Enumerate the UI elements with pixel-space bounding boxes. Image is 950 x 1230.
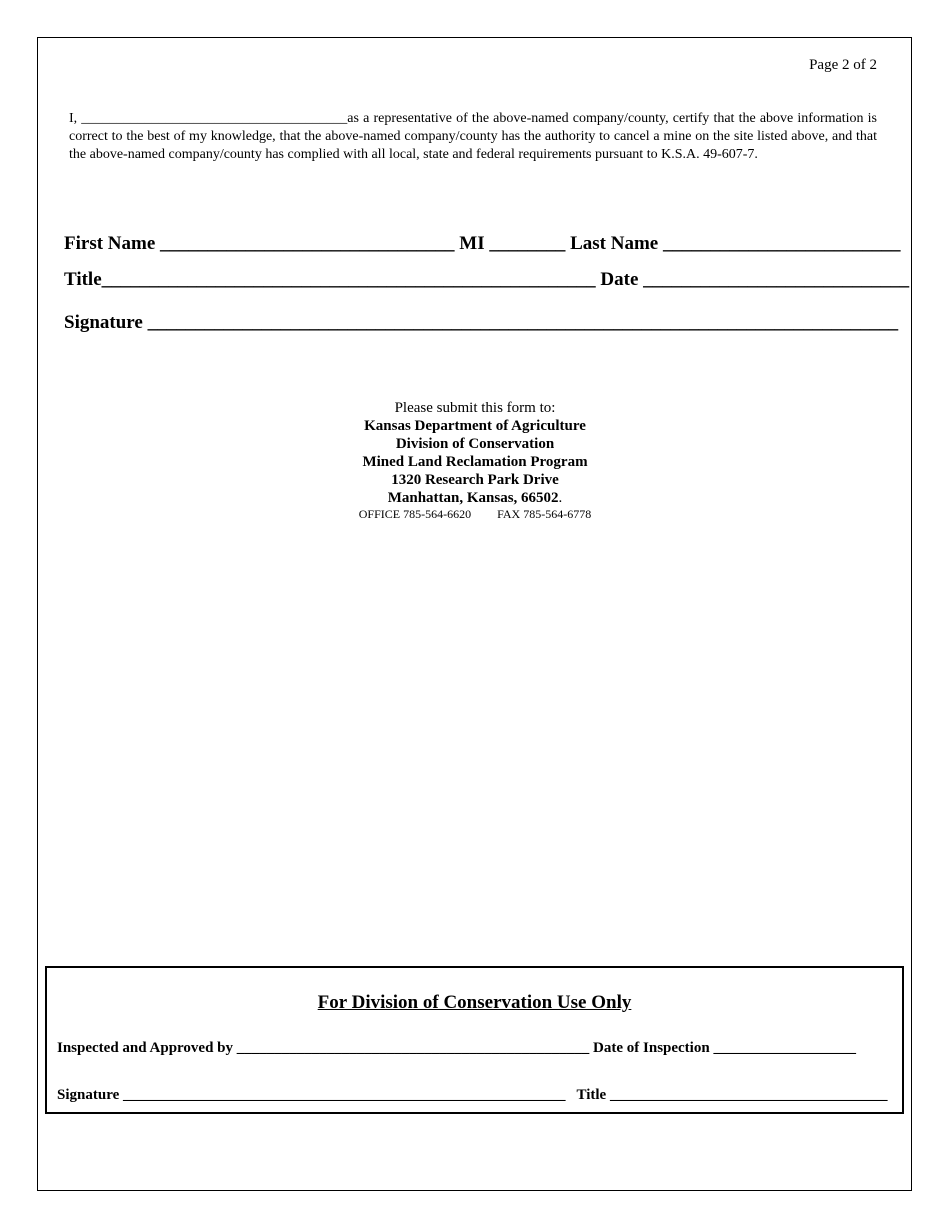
office-title-label: Title <box>576 1087 607 1103</box>
date-field[interactable]: ____________________________ <box>643 269 910 290</box>
inspection-date-field[interactable]: ___________________ <box>713 1040 856 1056</box>
title-field[interactable]: ____________________________________________________ <box>101 269 596 290</box>
street-address: 1320 Research Park Drive <box>391 472 559 488</box>
submission-address <box>0 399 950 521</box>
name-row <box>64 233 901 255</box>
certification-paragraph: I, ______________________________________as a representative of the above-named company/county, certify that the above information is correct to the best of my knowledge, that the above-named company/county has the authority to cancel a mine on the site listed above, and that the above-named company/county has complied with all local, state and federal requirements pursuant to K.S.A. 49-607-7. <box>69 111 877 162</box>
inspection-row <box>57 1040 856 1057</box>
office-phone: OFFICE 785-564-6620 <box>358 507 472 521</box>
office-signature-row <box>57 1087 887 1104</box>
agency-name: Kansas Department of Agriculture <box>364 418 586 434</box>
title-date-row <box>64 269 909 291</box>
mi-field[interactable]: ________ <box>489 233 566 254</box>
contact-line <box>0 507 950 521</box>
date-label: Date <box>600 269 639 290</box>
first-name-field[interactable]: _______________________________ <box>160 233 455 254</box>
city-line <box>0 489 950 507</box>
signature-field[interactable]: _______________________________________________________________________________ <box>147 312 899 333</box>
fax-phone: FAX 785-564-6778 <box>497 507 592 521</box>
signature-row <box>64 312 898 334</box>
office-use-box <box>45 966 904 1114</box>
inspected-field[interactable]: _______________________________________________ <box>236 1040 590 1056</box>
program-name: Mined Land Reclamation Program <box>362 454 588 470</box>
mi-label: MI <box>459 233 485 254</box>
title-label: Title <box>64 269 102 290</box>
last-name-label: Last Name <box>570 233 659 254</box>
signature-label: Signature <box>64 312 143 333</box>
office-signature-label: Signature <box>57 1087 120 1103</box>
division-name: Division of Conservation <box>395 436 555 452</box>
submission-intro: Please submit this form to: <box>394 400 556 416</box>
city-state-zip: Manhattan, Kansas, 66502 <box>387 490 559 506</box>
inspected-label: Inspected and Approved by <box>57 1040 234 1056</box>
office-title-field[interactable]: _____________________________________ <box>609 1087 888 1103</box>
first-name-label: First Name <box>64 233 156 254</box>
office-signature-field[interactable]: ___________________________________________________________ <box>122 1087 566 1103</box>
city-period: . <box>558 490 563 506</box>
office-use-title: For Division of Conservation Use Only <box>317 992 632 1013</box>
last-name-field[interactable]: _________________________ <box>663 233 901 254</box>
inspection-date-label: Date of Inspection <box>593 1040 710 1056</box>
page-number: Page 2 of 2 <box>809 57 877 73</box>
